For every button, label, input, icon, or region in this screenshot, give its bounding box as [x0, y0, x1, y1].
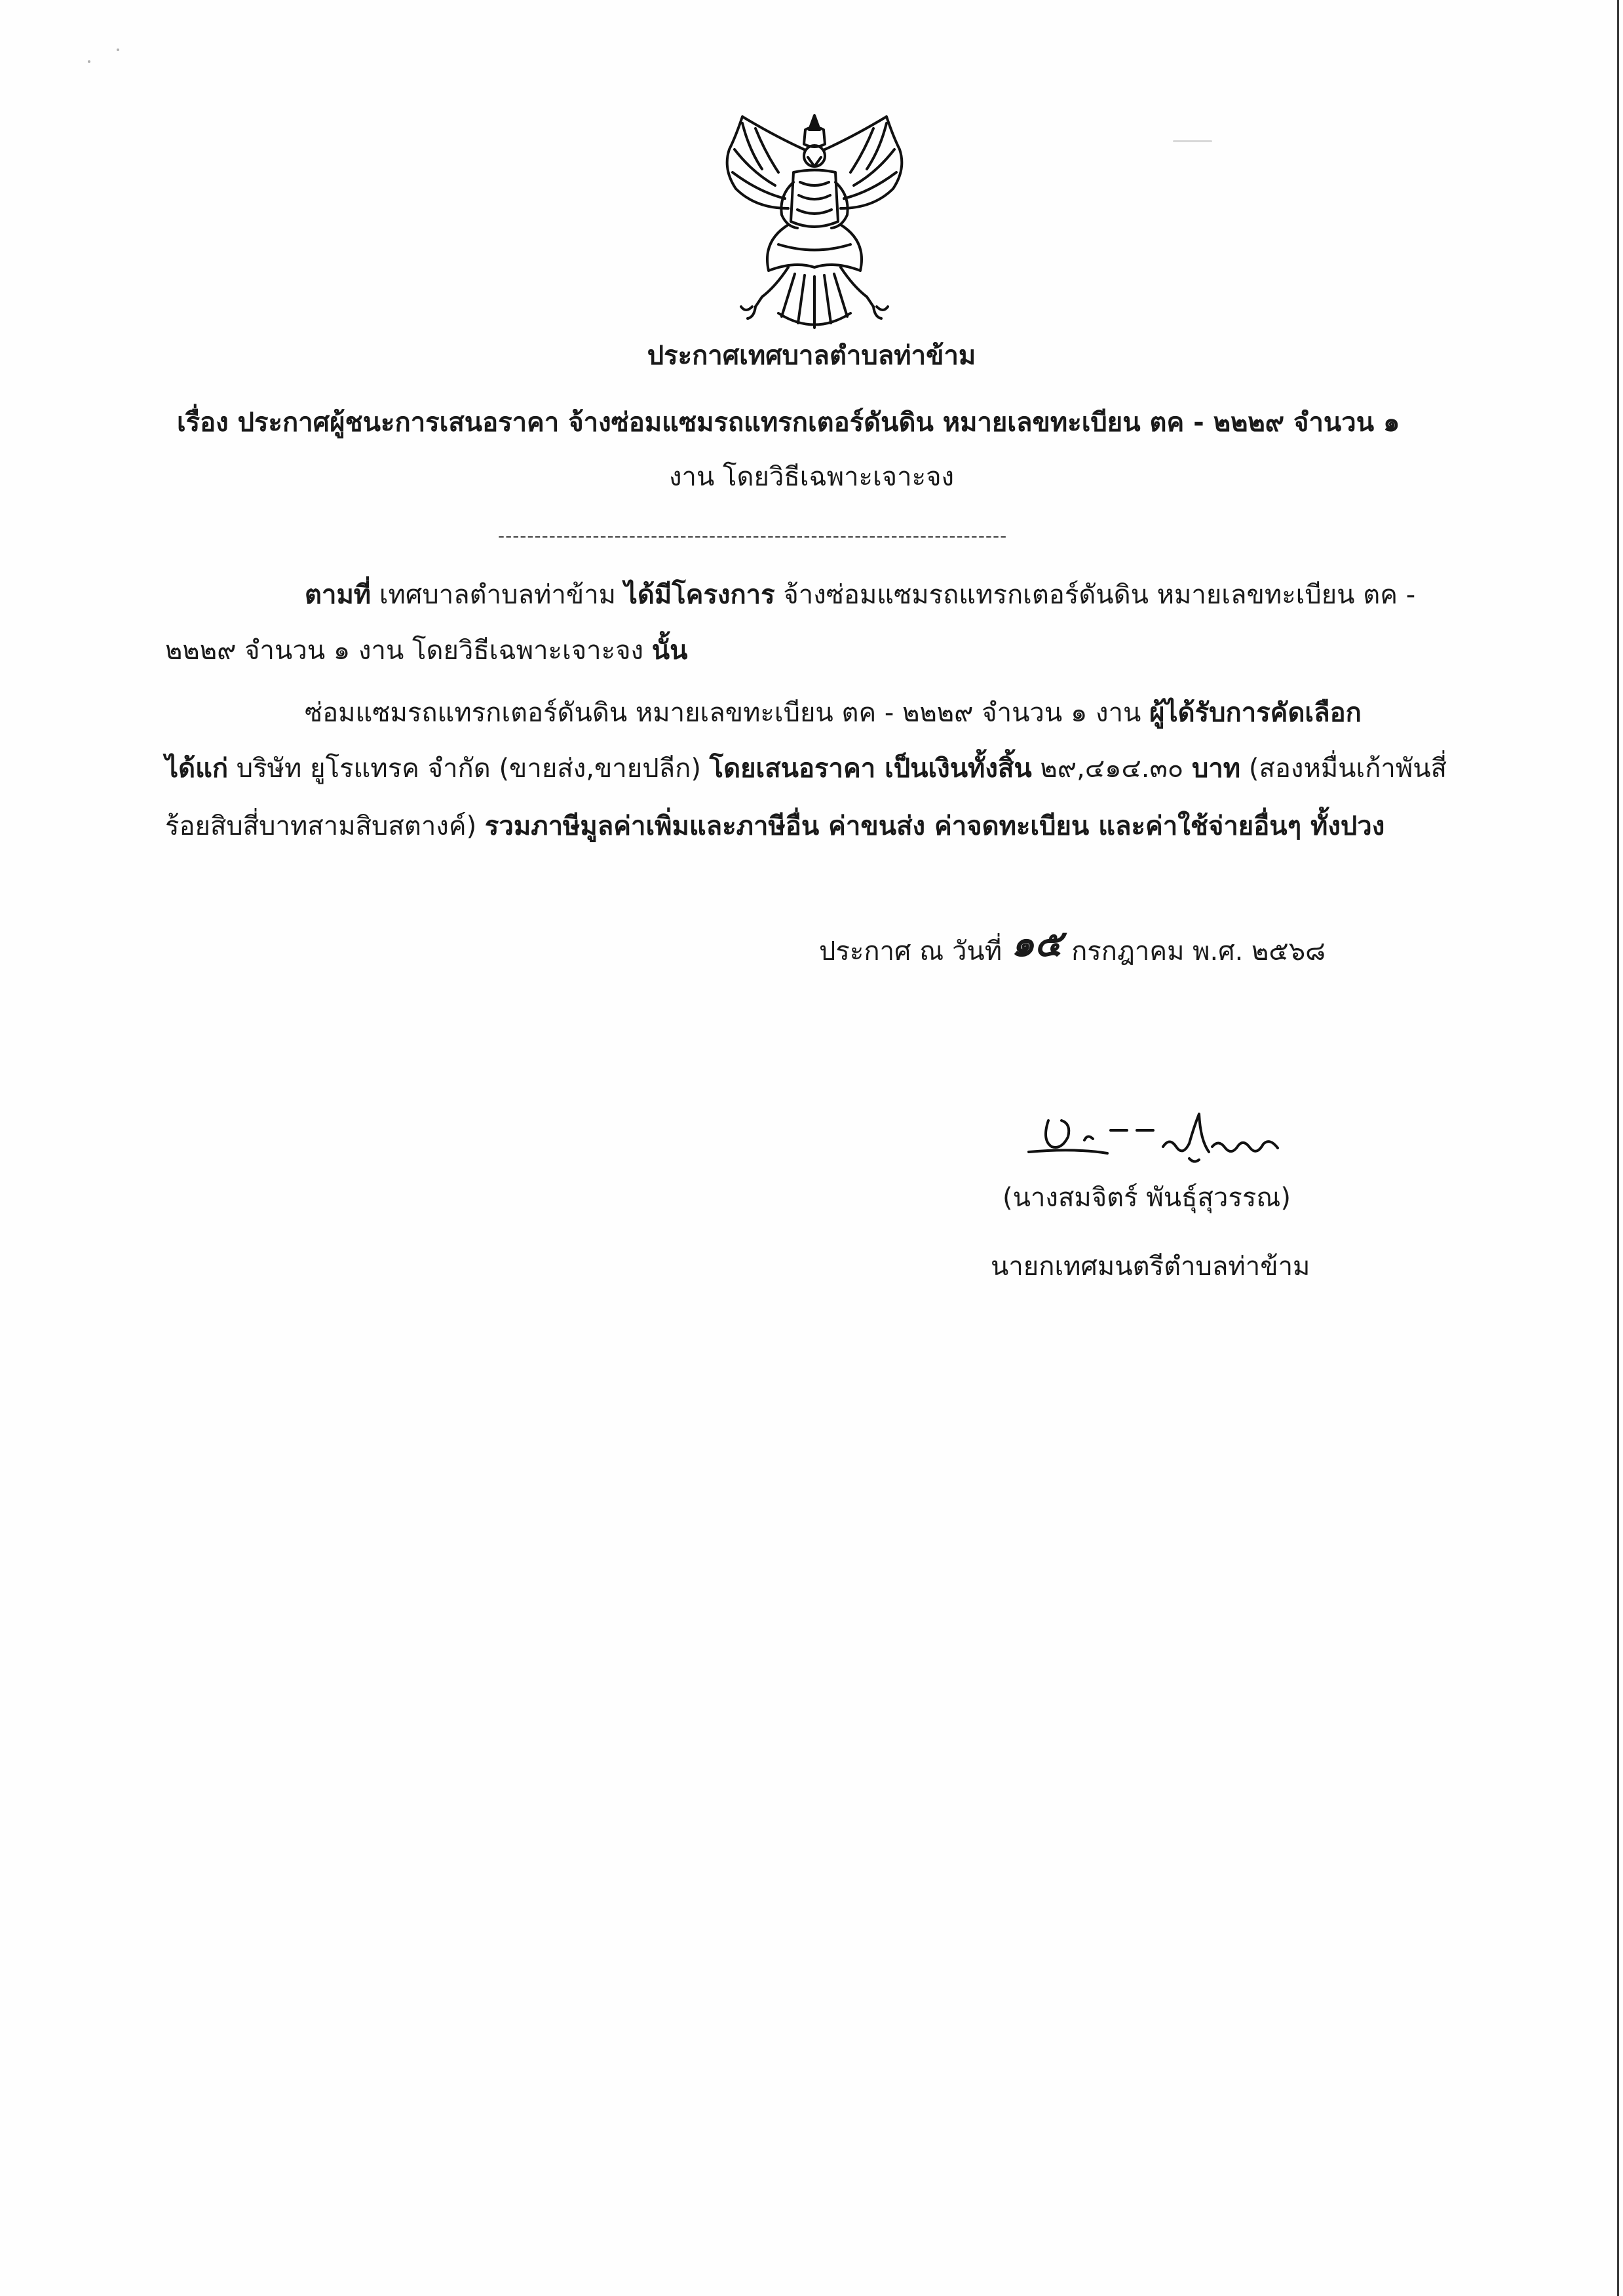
announcement-date [819, 922, 1326, 970]
para1-lead: ตามที่ [305, 580, 372, 610]
paragraph-1-line-2 [165, 632, 687, 669]
separator-line: ---------------------------------------------------------------------- [498, 525, 1008, 546]
para2-line2-bold-2: โดยเสนอราคา เป็นเงินทั้งสิ้น [709, 754, 1032, 784]
para2-line2-currency: บาท [1191, 754, 1241, 784]
para1-line2-text: ๒๒๒๙ จำนวน ๑ งาน โดยวิธีเฉพาะเจาะจง [165, 636, 652, 666]
para3-text: ร้อยสิบสี่บาทสามสิบสตางค์) [165, 811, 485, 841]
date-suffix: กรกฎาคม พ.ศ. ๒๕๖๘ [1071, 936, 1326, 966]
paragraph-2-line-2 [165, 750, 1447, 787]
scan-speck [88, 60, 90, 63]
para1-text-2: จ้างซ่อมแซมรถแทรกเตอร์ดันดิน หมายเลขทะเบียน ตค - [774, 580, 1416, 610]
scan-speck [1173, 140, 1212, 142]
signer-title: นายกเทศมนตรีตำบลท่าข้าม [991, 1252, 1310, 1282]
para1-text-1: เทศบาลตำบลท่าข้าม [371, 580, 624, 610]
signer-name: (นางสมจิตร์ พันธุ์สุวรรณ) [1002, 1183, 1291, 1213]
signature-image [1022, 1101, 1297, 1173]
para2-line2-text-3: (สองหมื่นเก้าพันสี่ [1240, 754, 1447, 784]
date-prefix: ประกาศ ณ วันที่ [819, 936, 1002, 966]
para3-bold: รวมภาษีมูลค่าเพิ่มและภาษีอื่น ค่าขนส่ง ค่าจดทะเบียน และค่าใช้จ่ายอื่นๆ ทั้งปวง [484, 811, 1385, 841]
para2-line1-text: ซ่อมแซมรถแทรกเตอร์ดันดิน หมายเลขทะเบียน ตค - ๒๒๒๙ จำนวน ๑ งาน [305, 698, 1150, 728]
para2-line2-text-1: บริษัท ยูโรแทรค จำกัด (ขายส่ง,ขายปลีก) [228, 754, 710, 784]
para2-line2-amount: ๒๙,๔๑๔.๓๐ [1031, 754, 1192, 784]
scan-speck [117, 48, 119, 51]
para2-line1-bold: ผู้ได้รับการคัดเลือก [1149, 698, 1362, 728]
paragraph-1-line-1 [305, 577, 1415, 613]
para2-line2-bold-1: ได้แก่ [165, 754, 229, 784]
subject-line-2: งาน โดยวิธีเฉพาะเจาะจง [668, 462, 955, 492]
garuda-emblem-icon [716, 110, 913, 333]
para1-line2-bold: นั้น [651, 636, 688, 666]
subject-line-1: เรื่อง ประกาศผู้ชนะการเสนอราคา จ้างซ่อมแซมรถแทรกเตอร์ดันดิน หมายเลขทะเบียน ตค - ๒๒๒๙ จำนวน ๑ [177, 408, 1400, 438]
date-day-handwritten: ๑๕ [1011, 922, 1063, 965]
announcement-organization: ประกาศเทศบาลตำบลท่าข้าม [647, 341, 976, 371]
para1-bold: ได้มีโครงการ [624, 580, 775, 610]
paragraph-3-line [165, 808, 1384, 845]
paragraph-2-line-1 [305, 695, 1362, 731]
